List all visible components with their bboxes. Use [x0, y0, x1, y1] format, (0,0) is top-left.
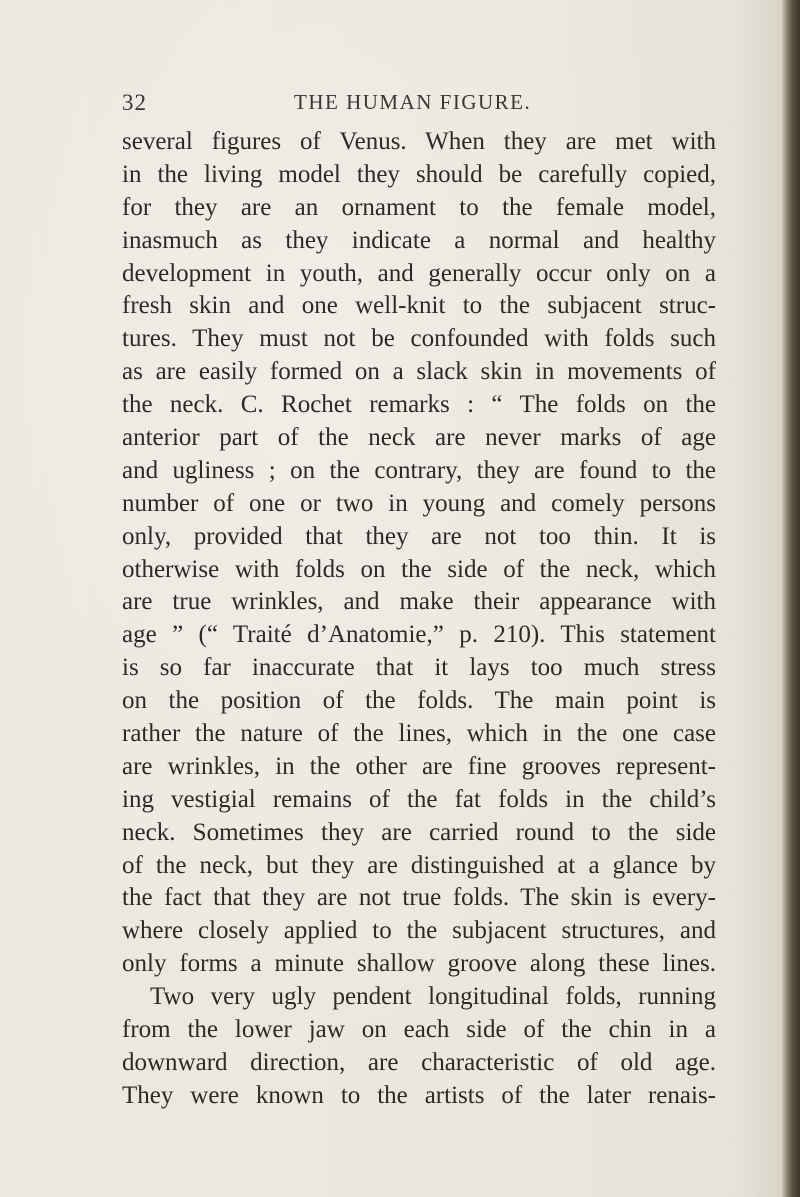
text-line: are wrinkles, in the other are fine grooves represent-	[122, 752, 716, 780]
text-line: the fact that they are not true folds. The skin is every-	[122, 884, 716, 912]
text-line: downward direction, are characteristic of old age.	[122, 1048, 716, 1076]
text-line: several figures of Venus. When they are met with	[122, 128, 716, 155]
text-line: from the lower jaw on each side of the chin in a	[122, 1016, 716, 1044]
text-line: ing vestigial remains of the fat folds in the child’s	[122, 785, 716, 813]
text-line: only forms a minute shallow groove along these lines.	[122, 950, 716, 978]
text-line: only, provided that they are not too thin. It is	[122, 522, 716, 550]
running-head: THE HUMAN FIGURE.	[294, 90, 532, 114]
text-line: Two very ugly pendent longitudinal folds, running	[150, 983, 716, 1011]
text-line: They were known to the artists of the later renais-	[122, 1081, 716, 1109]
text-line: tures. They must not be confounded with folds such	[122, 325, 716, 353]
text-line: anterior part of the neck are never marks of age	[122, 424, 716, 452]
text-line: the neck. C. Rochet remarks : “ The folds on the	[122, 391, 716, 419]
text-line: inasmuch as they indicate a normal and healthy	[122, 226, 716, 254]
body-text	[122, 126, 716, 1113]
text-line: fresh skin and one well-knit to the subjacent struc-	[122, 292, 716, 320]
page-number: 32	[122, 90, 147, 115]
text-line: rather the nature of the lines, which in the one case	[122, 720, 716, 748]
text-line: development in youth, and generally occur only on a	[122, 259, 716, 287]
text-line: on the position of the folds. The main point is	[122, 687, 716, 715]
text-line: age ” (“ Traité d’Anatomie,” p. 210). This statement	[122, 621, 716, 649]
text-line: for they are an ornament to the female model,	[122, 193, 716, 221]
text-line: as are easily formed on a slack skin in movements of	[122, 358, 716, 386]
text-line: and ugliness ; on the contrary, they are found to the	[122, 456, 716, 484]
text-line: are true wrinkles, and make their appearance with	[122, 588, 716, 616]
text-line: neck. Sometimes they are carried round to the side	[122, 818, 716, 846]
text-line: in the living model they should be carefully copied,	[122, 160, 716, 188]
page-header	[122, 90, 716, 120]
text-line: otherwise with folds on the side of the neck, which	[122, 555, 716, 583]
page-edge-shadow	[740, 0, 780, 1197]
text-line: number of one or two in young and comely persons	[122, 489, 716, 517]
text-line: is so far inaccurate that it lays too much stress	[122, 654, 716, 682]
book-edge	[780, 0, 800, 1197]
text-line: where closely applied to the subjacent structures, and	[122, 917, 716, 945]
text-line: of the neck, but they are distinguished at a glance by	[122, 851, 716, 879]
